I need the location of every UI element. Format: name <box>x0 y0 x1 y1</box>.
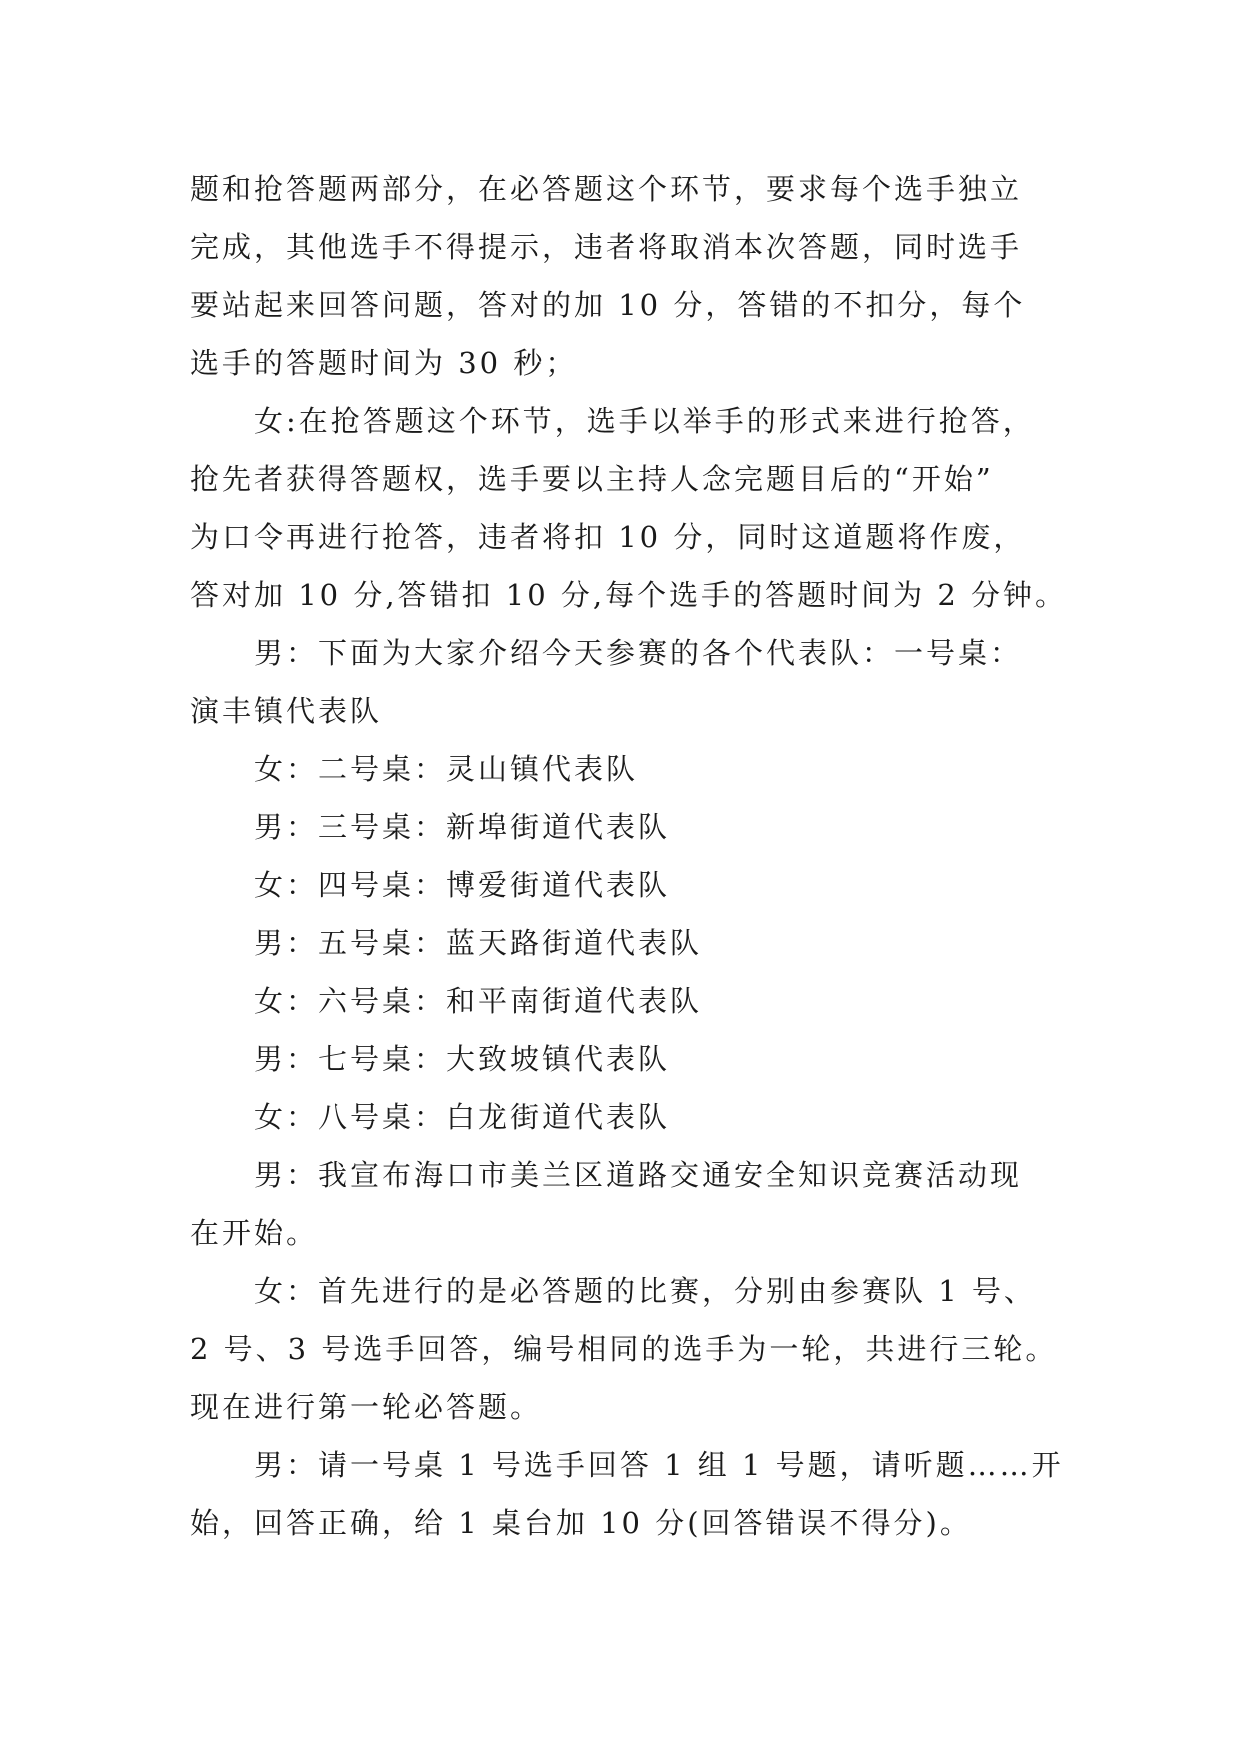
text-line: 演丰镇代表队 <box>190 694 383 728</box>
text-line: 完成，其他选手不得提示，违者将取消本次答题，同时选手 <box>190 230 1023 264</box>
text-line: 女：四号桌：博爱街道代表队 <box>254 868 671 902</box>
document-body <box>190 160 1068 1552</box>
text-line: 女:在抢答题这个环节，选手以举手的形式来进行抢答， <box>254 404 1035 438</box>
text-line: 女：首先进行的是必答题的比赛，分别由参赛队 1 号、 <box>254 1274 1036 1308</box>
text-line: 2 号、3 号选手回答，编号相同的选手为一轮，共进行三轮。 <box>190 1332 1058 1366</box>
text-line: 男：请一号桌 1 号选手回答 1 组 1 号题，请听题……开 <box>254 1448 1064 1482</box>
text-line: 始，回答正确，给 1 桌台加 10 分(回答错误不得分)。 <box>190 1506 972 1540</box>
text-line: 答对加 10 分,答错扣 10 分,每个选手的答题时间为 2 分钟。 <box>190 578 1068 612</box>
text-line: 男：七号桌：大致坡镇代表队 <box>254 1042 671 1076</box>
text-line: 男：我宣布海口市美兰区道路交通安全知识竞赛活动现 <box>254 1158 1023 1192</box>
text-line: 题和抢答题两部分，在必答题这个环节，要求每个选手独立 <box>190 172 1023 206</box>
text-line: 女：二号桌：灵山镇代表队 <box>254 752 639 786</box>
text-line: 男：三号桌：新埠街道代表队 <box>254 810 671 844</box>
text-line: 要站起来回答问题，答对的加 10 分，答错的不扣分，每个 <box>190 288 1026 322</box>
text-line: 男：下面为大家介绍今天参赛的各个代表队：一号桌： <box>254 636 1023 670</box>
text-line: 女：八号桌：白龙街道代表队 <box>254 1100 671 1134</box>
text-line: 在开始。 <box>190 1216 319 1250</box>
text-line: 男：五号桌：蓝天路街道代表队 <box>254 926 703 960</box>
text-line: 选手的答题时间为 30 秒； <box>190 346 578 380</box>
text-line: 女：六号桌：和平南街道代表队 <box>254 984 703 1018</box>
text-line: 为口令再进行抢答，违者将扣 10 分，同时这道题将作废， <box>190 520 1026 554</box>
text-line: 抢先者获得答题权，选手要以主持人念完题目后的“开始” <box>190 462 994 496</box>
text-line: 现在进行第一轮必答题。 <box>190 1390 543 1424</box>
